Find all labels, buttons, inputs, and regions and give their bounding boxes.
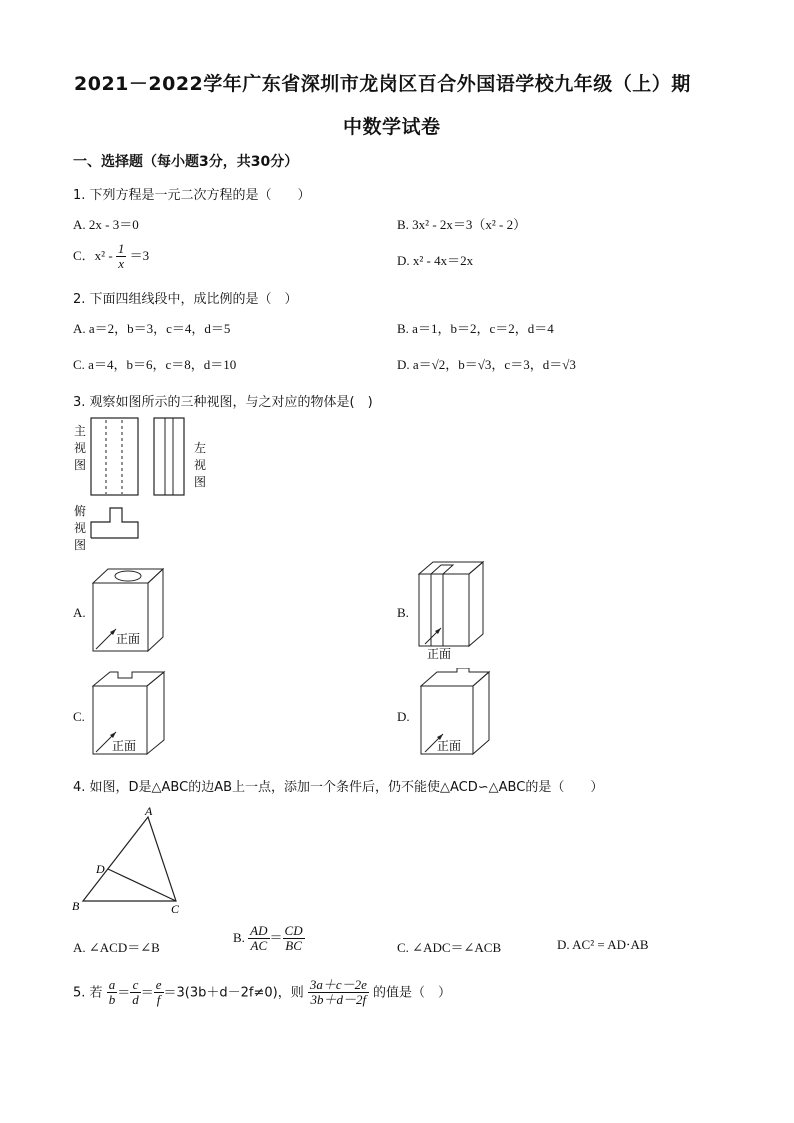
q5-target-den: 3b＋d－2f — [310, 992, 367, 1008]
page-title-line1: 2021－2022学年广东省深圳市龙岗区百合外国语学校九年级（上）期 — [74, 73, 691, 95]
q1-c-suffix: ＝3 — [129, 247, 150, 263]
q1-option-d[interactable]: D. x² - 4x＝2x — [397, 253, 474, 268]
q3-stem: 3. 观察如图所示的三种视图，与之对应的物体是( ) — [73, 395, 373, 410]
q4-b-num2: CD — [284, 923, 303, 938]
three-view-figure — [88, 415, 198, 555]
segment-cd — [108, 869, 176, 901]
q5-den: d — [132, 992, 139, 1008]
main-view-char: 主 — [74, 424, 87, 438]
q3-option-c-figure[interactable] — [88, 668, 173, 760]
q5-target-num: 3a＋c－2e — [309, 977, 367, 992]
page-title-line2: 中数学试卷 — [343, 116, 441, 138]
point-a-label: A — [145, 804, 153, 818]
front-label: 正面 — [427, 647, 452, 661]
q5-num: e — [155, 977, 162, 992]
q5-target-fraction — [308, 978, 369, 1008]
q1-option-b[interactable]: B. 3x² - 2x＝3（x² - 2） — [397, 217, 527, 232]
q1-c-den: x — [118, 256, 125, 272]
top-view-shape — [91, 508, 138, 538]
q5-mid: ＝3(3b＋d－2f≠0)，则 — [163, 985, 304, 1001]
box-side-face — [469, 562, 483, 646]
box-top-face — [93, 672, 164, 686]
q5-suffix: 的值是（ ） — [373, 985, 452, 1001]
top-view-char: 图 — [74, 538, 87, 552]
front-label: 正面 — [112, 739, 137, 753]
left-view-rect — [154, 418, 184, 495]
box-front-face — [419, 574, 469, 646]
q5-frac-ef — [154, 978, 164, 1008]
triangle-figure — [68, 803, 188, 915]
q4-option-d[interactable]: D. AC² = AD⋅AB — [557, 937, 649, 952]
q4-option-a[interactable]: A. ∠ACD＝∠B — [73, 940, 160, 955]
box-side-face — [148, 569, 163, 651]
main-view-label — [74, 423, 86, 474]
q1-option-c[interactable] — [73, 242, 149, 272]
section-heading: 一、选择题（每小题3分，共30分） — [73, 154, 299, 170]
q4-b-frac1 — [248, 924, 269, 954]
q3-option-c-label[interactable]: C. — [73, 709, 85, 724]
box-top-face — [421, 668, 489, 686]
q2-option-d[interactable]: D. a＝√2，b＝√3，c＝3，d＝√3 — [397, 357, 576, 372]
q1-c-num: 1 — [117, 241, 125, 256]
box-side-face — [473, 672, 489, 754]
q3-option-a-figure[interactable] — [88, 565, 173, 657]
q2-option-b[interactable]: B. a＝1，b＝2，c＝2，d＝4 — [397, 321, 554, 336]
q4-stem: 4. 如图，D是△ABC的边AB上一点，添加一个条件后，仍不能使△ACD∽△ABC的是（ ） — [73, 780, 604, 795]
q4-option-b[interactable] — [233, 924, 305, 954]
main-view-rect — [91, 418, 138, 495]
q5-den: f — [156, 992, 161, 1008]
q5-stem: 5. 若 $\frac{a}{b}$ ＝ $\frac{c}{d}$ ＝ $\frac{e}{f}$ ＝3(3b＋d－2f≠0)，则 $\frac{3a+c-2e}{3b+d-2f}$ 的值是（ ） — [73, 977, 452, 1008]
main-view-char: 视 — [74, 441, 87, 455]
q5-num: a — [108, 977, 116, 992]
q4-b-label: B. — [233, 929, 245, 945]
q2-option-c[interactable]: C. a＝4，b＝6，c＝8，d＝10 — [73, 357, 237, 372]
q4-option-c[interactable]: C. ∠ADC＝∠ACB — [397, 940, 502, 955]
q4-b-num1: AD — [250, 923, 268, 938]
top-view-char: 视 — [74, 521, 87, 535]
q4-b-frac2 — [283, 924, 305, 954]
q1-c-fraction — [116, 242, 127, 272]
front-label: 正面 — [116, 632, 141, 646]
q1-c-prefix: C．x² - — [73, 247, 113, 263]
top-view-label — [74, 503, 86, 554]
q4-b-den1: AC — [250, 938, 268, 954]
point-c-label: C — [171, 902, 180, 915]
box-side-face — [147, 672, 164, 754]
q3-option-a-label[interactable]: A. — [73, 605, 86, 620]
q5-frac-ab — [107, 978, 118, 1008]
top-view-char: 俯 — [74, 504, 87, 518]
cylinder-hole-ellipse — [115, 571, 141, 581]
q5-prefix: 5. 若 — [73, 985, 103, 1001]
groove-top — [431, 565, 453, 574]
left-view-char: 图 — [194, 475, 207, 489]
q1-option-a[interactable]: A. 2x - 3＝0 — [73, 217, 139, 232]
q4-b-den2: BC — [285, 938, 302, 954]
q4-b-eq: ＝ — [269, 929, 283, 945]
triangle-abc — [83, 817, 176, 901]
point-b-label: B — [72, 899, 80, 913]
q2-option-a[interactable]: A. a＝2，b＝3，c＝4，d＝5 — [73, 321, 231, 336]
q5-num: c — [130, 978, 141, 993]
q3-option-d-figure[interactable] — [413, 668, 498, 760]
q3-option-b-figure[interactable] — [413, 560, 493, 664]
q2-stem: 2. 下面四组线段中，成比例的是（ ） — [73, 292, 298, 307]
q3-option-b-label[interactable]: B. — [397, 605, 409, 620]
main-view-char: 图 — [74, 458, 87, 472]
left-view-char: 视 — [194, 458, 207, 472]
q1-stem: 1. 下列方程是一元二次方程的是（ ） — [73, 188, 311, 203]
q5-frac-cd — [130, 978, 141, 1008]
q3-option-d-label[interactable]: D. — [397, 709, 410, 724]
front-label: 正面 — [437, 739, 462, 753]
q5-den: b — [108, 992, 116, 1008]
box-top-face — [419, 562, 483, 574]
point-d-label: D — [96, 862, 105, 876]
left-view-char: 左 — [194, 441, 207, 455]
